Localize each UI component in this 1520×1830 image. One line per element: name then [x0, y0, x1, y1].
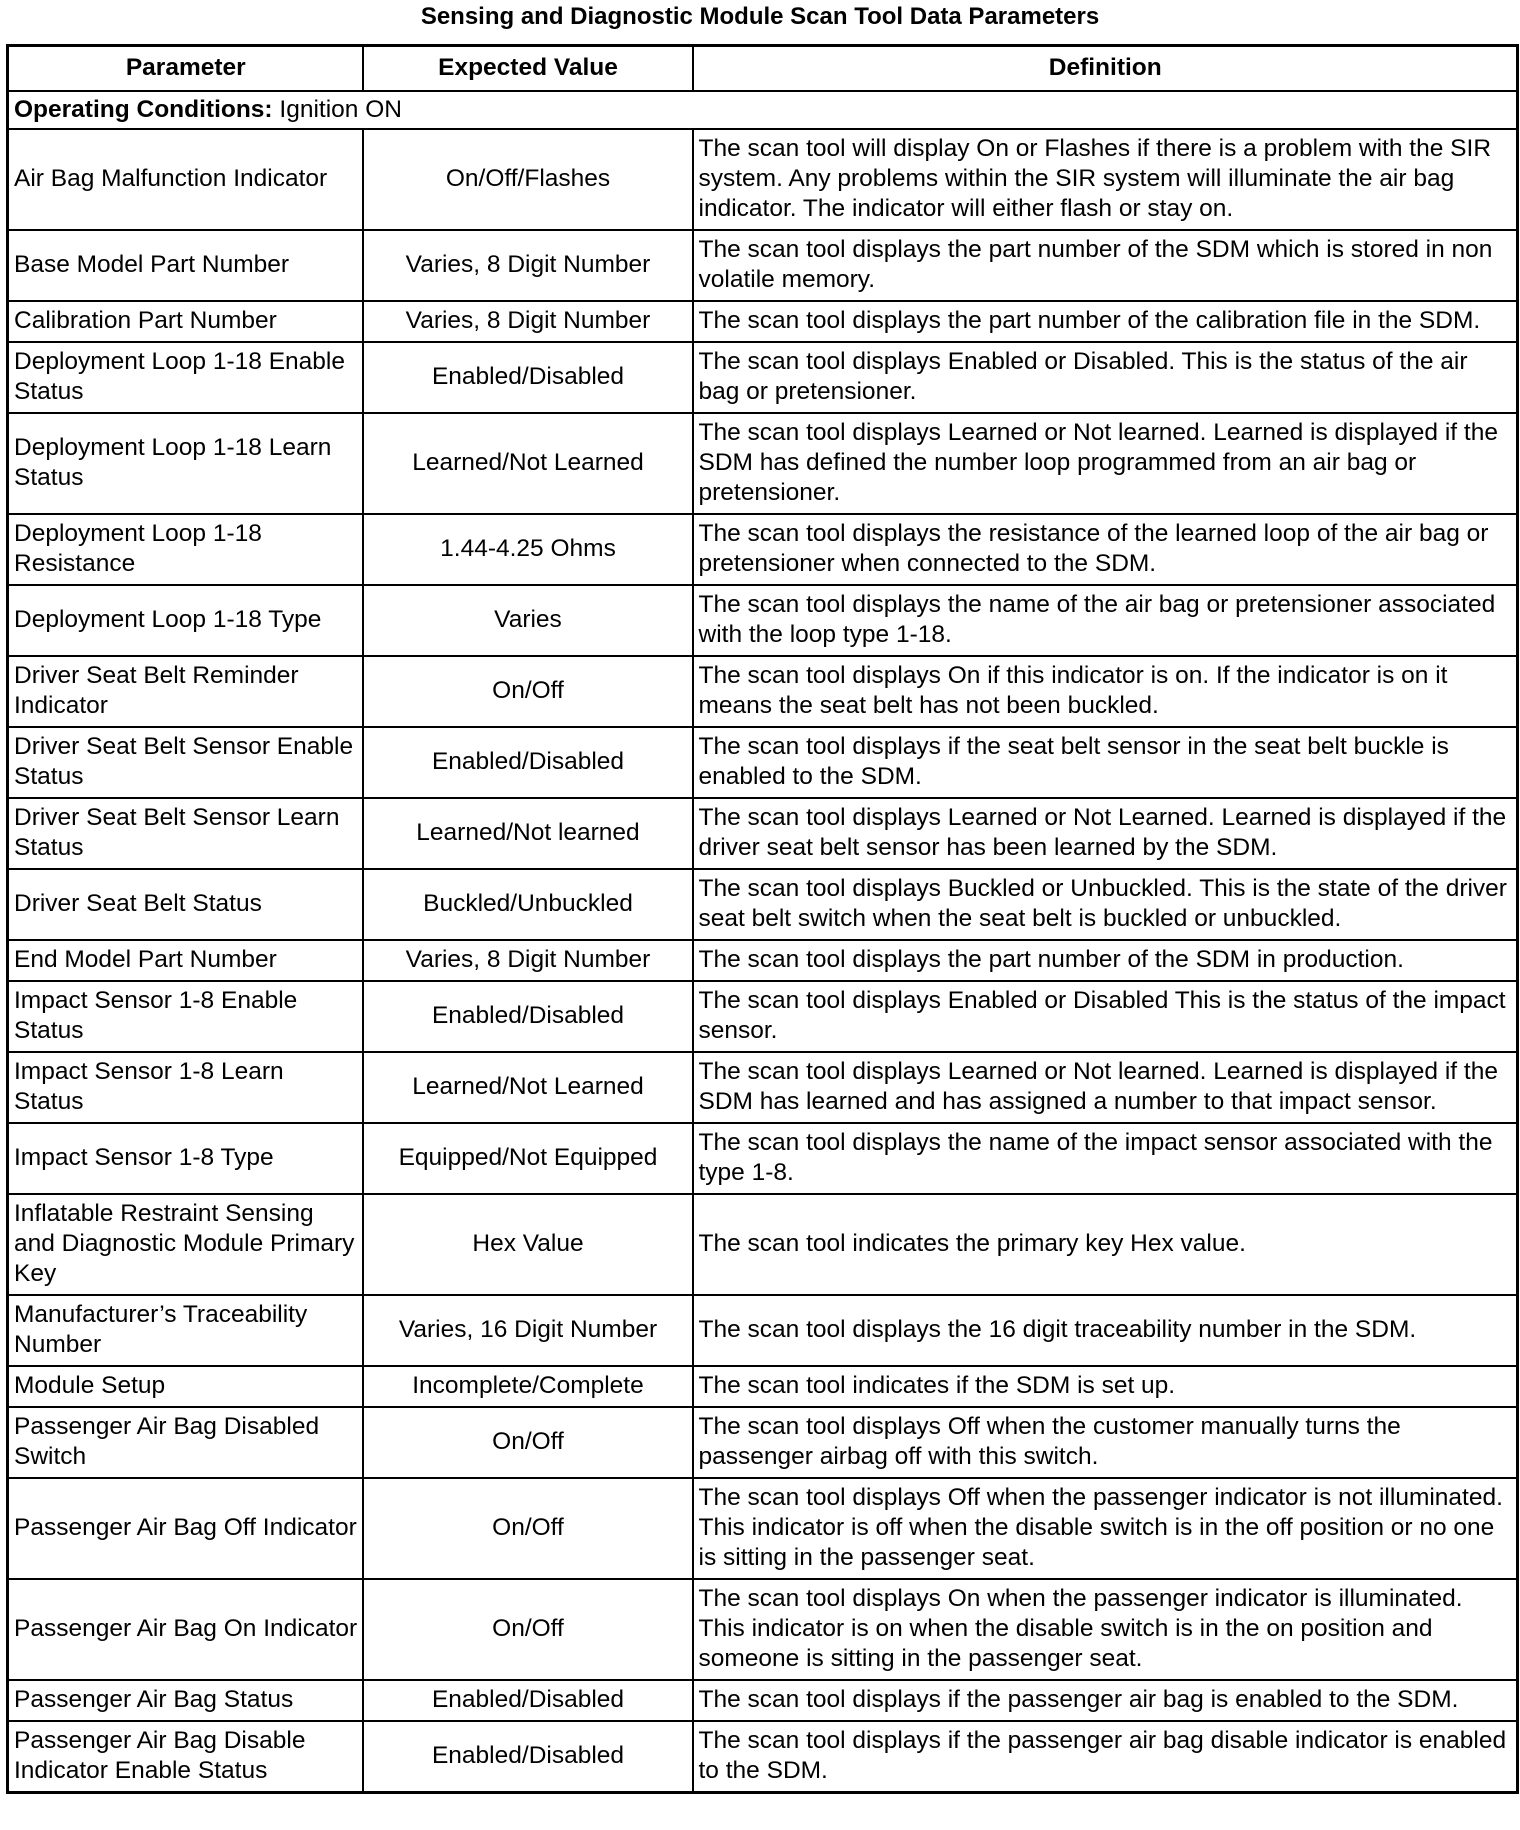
parameter-cell: Module Setup — [8, 1366, 363, 1407]
expected-value-cell: Learned/Not learned — [363, 798, 693, 869]
parameter-cell: Passenger Air Bag Disabled Switch — [8, 1407, 363, 1478]
parameter-cell: Impact Sensor 1-8 Learn Status — [8, 1052, 363, 1123]
table-row — [8, 1366, 1518, 1407]
parameter-cell: Deployment Loop 1-18 Resistance — [8, 514, 363, 585]
parameter-cell: Passenger Air Bag Off Indicator — [8, 1478, 363, 1579]
parameter-cell: Air Bag Malfunction Indicator — [8, 129, 363, 230]
table-row — [8, 1407, 1518, 1478]
definition-cell: The scan tool displays Enabled or Disabled. This is the status of the air bag or pretensioner. — [693, 342, 1518, 413]
definition-cell: The scan tool displays Buckled or Unbuckled. This is the state of the driver seat belt switch when the seat belt is buckled or unbuckled. — [693, 869, 1518, 940]
parameter-cell: Deployment Loop 1-18 Type — [8, 585, 363, 656]
table-row — [8, 798, 1518, 869]
definition-cell: The scan tool will display On or Flashes if there is a problem with the SIR system. Any problems within the SIR system will illuminate the air bag indicator. The indicator will either flash or stay on. — [693, 129, 1518, 230]
definition-cell: The scan tool displays Off when the customer manually turns the passenger airbag off with this switch. — [693, 1407, 1518, 1478]
definition-cell: The scan tool displays if the seat belt sensor in the seat belt buckle is enabled to the SDM. — [693, 727, 1518, 798]
table-row — [8, 869, 1518, 940]
table-row — [8, 1123, 1518, 1194]
definition-cell: The scan tool displays the name of the impact sensor associated with the type 1-8. — [693, 1123, 1518, 1194]
table-row — [8, 1478, 1518, 1579]
table-row — [8, 413, 1518, 514]
definition-cell: The scan tool displays Learned or Not learned. Learned is displayed if the SDM has defined the number loop programmed from an air bag or pretensioner. — [693, 413, 1518, 514]
operating-conditions-label: Operating Conditions: — [14, 96, 273, 123]
table-row — [8, 1579, 1518, 1680]
expected-value-cell: Enabled/Disabled — [363, 342, 693, 413]
definition-cell: The scan tool displays the part number of the SDM which is stored in non volatile memory. — [693, 230, 1518, 301]
parameter-cell: Calibration Part Number — [8, 301, 363, 342]
table-body — [8, 91, 1518, 1793]
expected-value-cell: 1.44-4.25 Ohms — [363, 514, 693, 585]
table-row — [8, 727, 1518, 798]
expected-value-cell: Hex Value — [363, 1194, 693, 1295]
definition-cell: The scan tool displays the part number of the SDM in production. — [693, 940, 1518, 981]
expected-value-cell: Learned/Not Learned — [363, 1052, 693, 1123]
expected-value-cell: Enabled/Disabled — [363, 1680, 693, 1721]
page-title: Sensing and Diagnostic Module Scan Tool Data Parameters — [420, 3, 1100, 30]
definition-cell: The scan tool indicates the primary key Hex value. — [693, 1194, 1518, 1295]
expected-value-cell: On/Off — [363, 1407, 693, 1478]
table-row — [8, 301, 1518, 342]
expected-value-cell: Varies, 8 Digit Number — [363, 301, 693, 342]
definition-cell: The scan tool displays Learned or Not learned. Learned is displayed if the SDM has learned and has assigned a number to that impact sensor. — [693, 1052, 1518, 1123]
table-row — [8, 940, 1518, 981]
parameter-cell: Driver Seat Belt Reminder Indicator — [8, 656, 363, 727]
parameter-cell: Driver Seat Belt Status — [8, 869, 363, 940]
table-row — [8, 129, 1518, 230]
operating-conditions-row — [8, 91, 1518, 129]
column-header-expected-value: Expected Value — [363, 46, 693, 92]
definition-cell: The scan tool displays the resistance of the learned loop of the air bag or pretensioner when connected to the SDM. — [693, 514, 1518, 585]
table-row — [8, 1680, 1518, 1721]
parameter-cell: Driver Seat Belt Sensor Enable Status — [8, 727, 363, 798]
definition-cell: The scan tool displays the part number of the calibration file in the SDM. — [693, 301, 1518, 342]
expected-value-cell: Learned/Not Learned — [363, 413, 693, 514]
table-row — [8, 514, 1518, 585]
parameter-cell: Impact Sensor 1-8 Enable Status — [8, 981, 363, 1052]
definition-cell: The scan tool displays if the passenger air bag is enabled to the SDM. — [693, 1680, 1518, 1721]
table-row — [8, 981, 1518, 1052]
parameter-cell: Passenger Air Bag Status — [8, 1680, 363, 1721]
definition-cell: The scan tool displays On when the passenger indicator is illuminated. This indicator is on when the disable switch is in the on position and someone is sitting in the passenger seat. — [693, 1579, 1518, 1680]
header-row — [8, 46, 1518, 92]
expected-value-cell: Enabled/Disabled — [363, 727, 693, 798]
expected-value-cell: Buckled/Unbuckled — [363, 869, 693, 940]
expected-value-cell: On/Off/Flashes — [363, 129, 693, 230]
operating-conditions-cell — [8, 91, 1518, 129]
table-row — [8, 585, 1518, 656]
column-header-parameter: Parameter — [8, 46, 363, 92]
expected-value-cell: On/Off — [363, 656, 693, 727]
definition-cell: The scan tool displays Enabled or Disabled This is the status of the impact sensor. — [693, 981, 1518, 1052]
table-row — [8, 1194, 1518, 1295]
expected-value-cell: On/Off — [363, 1579, 693, 1680]
table-row — [8, 1295, 1518, 1366]
expected-value-cell: Equipped/Not Equipped — [363, 1123, 693, 1194]
expected-value-cell: Incomplete/Complete — [363, 1366, 693, 1407]
expected-value-cell: On/Off — [363, 1478, 693, 1579]
column-header-definition: Definition — [693, 46, 1518, 92]
table-row — [8, 656, 1518, 727]
expected-value-cell: Enabled/Disabled — [363, 1721, 693, 1793]
expected-value-cell: Varies — [363, 585, 693, 656]
definition-cell: The scan tool displays if the passenger air bag disable indicator is enabled to the SDM. — [693, 1721, 1518, 1793]
parameter-cell: Deployment Loop 1-18 Learn Status — [8, 413, 363, 514]
parameter-cell: Driver Seat Belt Sensor Learn Status — [8, 798, 363, 869]
definition-cell: The scan tool displays the 16 digit traceability number in the SDM. — [693, 1295, 1518, 1366]
expected-value-cell: Varies, 8 Digit Number — [363, 230, 693, 301]
parameters-table — [6, 44, 1519, 1794]
parameter-cell: Passenger Air Bag On Indicator — [8, 1579, 363, 1680]
definition-cell: The scan tool displays On if this indicator is on. If the indicator is on it means the seat belt has not been buckled. — [693, 656, 1518, 727]
parameter-cell: Passenger Air Bag Disable Indicator Enable Status — [8, 1721, 363, 1793]
operating-conditions-value: Ignition ON — [279, 96, 402, 123]
parameter-cell: Impact Sensor 1-8 Type — [8, 1123, 363, 1194]
expected-value-cell: Enabled/Disabled — [363, 981, 693, 1052]
definition-cell: The scan tool displays Learned or Not Learned. Learned is displayed if the driver seat belt sensor has been learned by the SDM. — [693, 798, 1518, 869]
table-row — [8, 1721, 1518, 1793]
parameter-cell: Base Model Part Number — [8, 230, 363, 301]
expected-value-cell: Varies, 8 Digit Number — [363, 940, 693, 981]
parameter-cell: End Model Part Number — [8, 940, 363, 981]
definition-cell: The scan tool displays Off when the passenger indicator is not illuminated. This indicator is off when the disable switch is in the off position or no one is sitting in the passenger seat. — [693, 1478, 1518, 1579]
definition-cell: The scan tool indicates if the SDM is set up. — [693, 1366, 1518, 1407]
table-row — [8, 230, 1518, 301]
parameter-cell: Manufacturer’s Traceability Number — [8, 1295, 363, 1366]
table-row — [8, 1052, 1518, 1123]
definition-cell: The scan tool displays the name of the air bag or pretensioner associated with the loop type 1-18. — [693, 585, 1518, 656]
parameter-cell: Inflatable Restraint Sensing and Diagnostic Module Primary Key — [8, 1194, 363, 1295]
expected-value-cell: Varies, 16 Digit Number — [363, 1295, 693, 1366]
parameter-cell: Deployment Loop 1-18 Enable Status — [8, 342, 363, 413]
table-row — [8, 342, 1518, 413]
